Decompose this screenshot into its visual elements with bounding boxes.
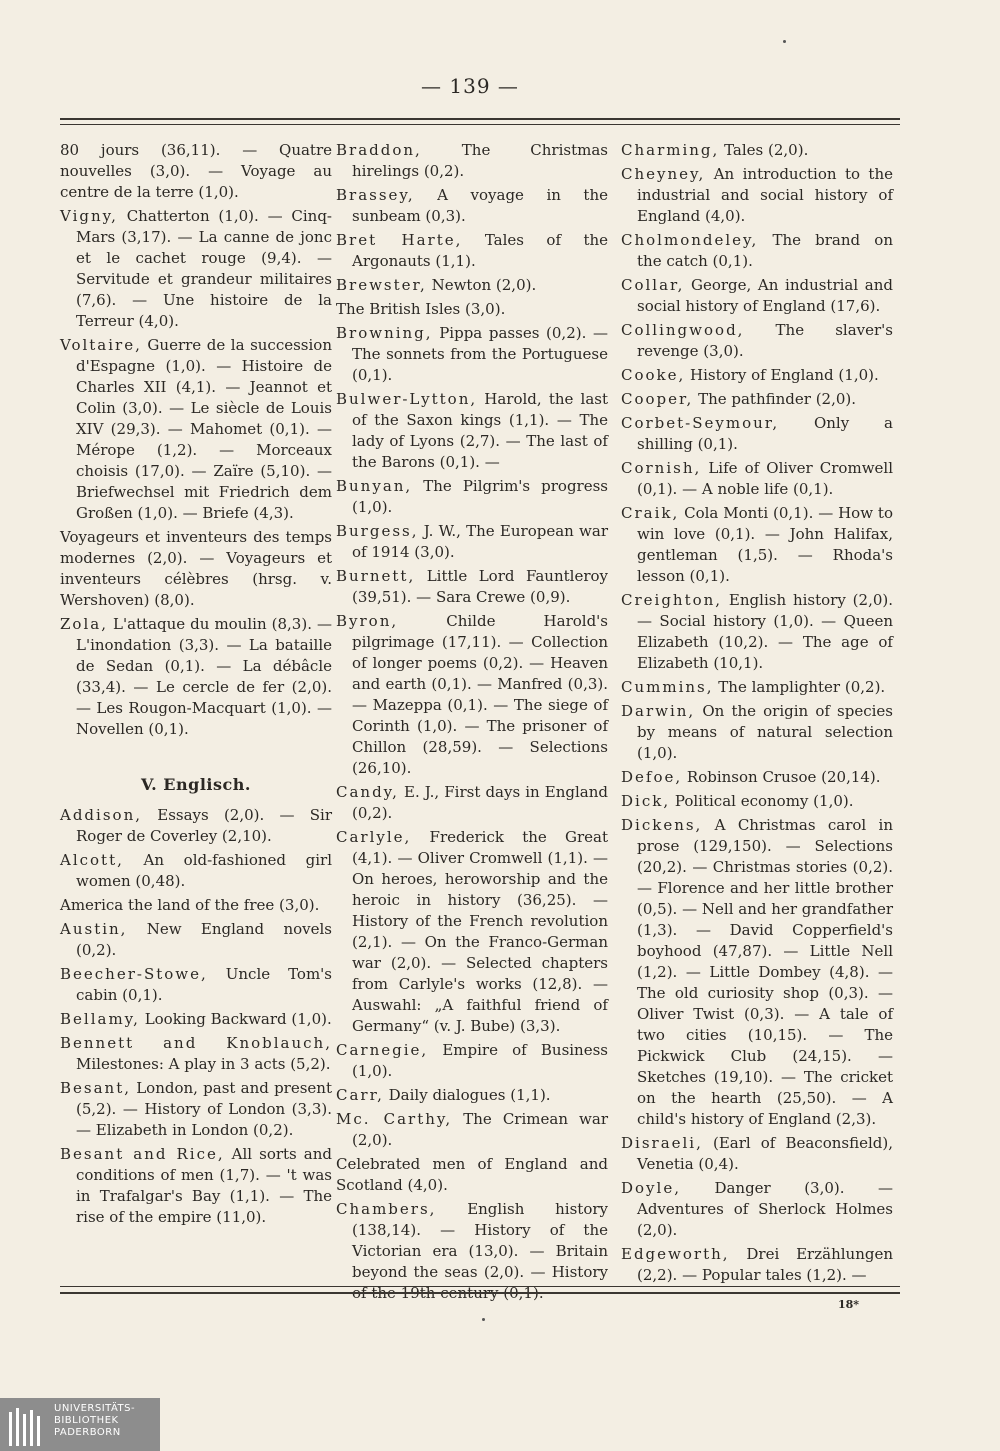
entry-text: Guerre de la succession d'Espagne (1,0). — Histoire de Charles XII (4,1). — Jeannot et Colin (3,0). — Le siècle de Louis XIV (29,3). — Mahomet (0,1). — Mérope (1,2). — Morceaux choisis (17,0). — Zaïre (5,10). — Briefwechsel mit Friedrich dem Großen (1,0). — Briefe (4,3). [76, 336, 332, 522]
bibliography-entry [336, 299, 608, 320]
author-name: Collar, [621, 276, 685, 294]
author-name: Edgeworth, [621, 1245, 730, 1263]
column-3 [621, 140, 893, 1289]
entry-text: Pippa passes (0,2). — The sonnets from the Portuguese (0,1). [352, 324, 608, 384]
author-name: Cummins, [621, 678, 714, 696]
entry-text: An old-fashioned girl women (0,48). [76, 851, 332, 890]
bibliography-entry [60, 1009, 332, 1030]
header-rule [60, 118, 900, 120]
bibliography-entry [621, 791, 893, 812]
author-name: Alcott, [60, 851, 124, 869]
entry-text: Empire of Business (1,0). [352, 1041, 608, 1080]
author-name: Darwin, [621, 702, 696, 720]
author-name: Mc. Carthy, [336, 1110, 453, 1128]
entry-text: Milestones: A play in 3 acts (5,2). [76, 1055, 331, 1073]
entry-text: Harold, the last of the Saxon kings (1,1). — The lady of Lyons (2,7). — The last of the Barons (0,1). — [352, 390, 608, 471]
author-name: Cooke, [621, 366, 686, 384]
entry-text: The slaver's revenge (3,0). [637, 321, 893, 360]
entry-text: The brand on the catch (0,1). [637, 231, 893, 270]
author-name: Cheyney, [621, 165, 706, 183]
entry-text: Tales (2,0). [719, 141, 809, 159]
column-2 [336, 140, 608, 1307]
entry-text: English history (2,0). — Social history (1,0). — Queen Elizabeth (10,2). — The age of Elizabeth (10,1). [637, 591, 893, 672]
bibliography-entry [621, 1133, 893, 1175]
author-name: Addison, [60, 806, 142, 824]
bibliography-entry [621, 164, 893, 227]
entry-text: J. W., The European war of 1914 (3,0). [352, 522, 608, 561]
author-name: Bunyan, [336, 477, 413, 495]
entry-text: Little Lord Fauntleroy (39,51). — Sara Crewe (0,9). [352, 567, 608, 606]
author-name: Voltaire, [60, 336, 142, 354]
author-name: Chambers, [336, 1200, 437, 1218]
bibliography-entry [621, 320, 893, 362]
author-name: Besant, [60, 1079, 131, 1097]
speck [482, 1318, 485, 1321]
entry-text: New England novels (0,2). [76, 920, 332, 959]
author-name: Defoe, [621, 768, 683, 786]
bibliography-entry [621, 140, 893, 161]
bibliography-entry [621, 458, 893, 500]
author-name: Cooper, [621, 390, 694, 408]
author-name: Disraeli, [621, 1134, 703, 1152]
bibliography-entry [621, 275, 893, 317]
bibliography-entry [336, 611, 608, 779]
signature-mark: 18* [838, 1298, 860, 1311]
bibliography-entry [621, 503, 893, 587]
author-name: Bulwer-Lytton, [336, 390, 478, 408]
bibliography-entry [621, 230, 893, 272]
entry-text: E. J., First days in England (0,2). [352, 783, 608, 822]
author-name: Brewster, [336, 276, 427, 294]
bibliography-entry [60, 1078, 332, 1141]
author-name: Candy, [336, 783, 399, 801]
author-name: Cholmondeley, [621, 231, 759, 249]
bibliography-entry [336, 1199, 608, 1304]
bibliography-entry [336, 827, 608, 1037]
library-name-line-1: UNIVERSITÄTS- [54, 1403, 136, 1414]
column-3-entries [621, 140, 893, 1286]
author-name: Browning, [336, 324, 433, 342]
bibliography-entry [60, 919, 332, 961]
bibliography-entry [336, 389, 608, 473]
author-name: Creighton, [621, 591, 723, 609]
author-name: Burnett, [336, 567, 416, 585]
author-name: Bret Harte, [336, 231, 463, 249]
entry-text: London, past and present (5,2). — History of London (3,3). — Elizabeth in London (0,2). [76, 1079, 332, 1139]
bibliography-entry [621, 767, 893, 788]
column-1-entries-french [60, 140, 332, 740]
author-name: Austin, [60, 920, 128, 938]
entry-text: Robinson Crusoe (20,14). [682, 768, 881, 786]
author-name: Zola, [60, 615, 108, 633]
entry-text: Frederick the Great (4,1). — Oliver Cromwell (1,1). — On heroes, heroworship and the heroic in history (36,25). — History of the French revolution (2,1). — On the Franco-German war (2,0). — Selected chapters from Carlyle's works (12,8). — Auswahl: „A faithful friend of Germany“ (v. J. Bube) (3,3). [352, 828, 608, 1035]
entry-text: America the land of the free (3,0). [60, 896, 320, 914]
section-heading: V. Englisch. [141, 775, 251, 794]
author-name: Corbet-Seymour, [621, 414, 780, 432]
bibliography-entry [60, 335, 332, 524]
entry-text: A Christmas carol in prose (129,150). — Selections (20,2). — Christmas stories (0,2). — Florence and her little brother (0,5). — Nell and her grandfather (1,3). — David Copperfield's boyhood (47,87). — Little Nell (1,2). — Little Dombey (4,8). — The old curiosity shop (0,3). — Oliver Twist (0,3). — A tale of two cities (10,15). — The Pickwick Club (24,15). — Sketches (19,10). — The cricket on the hearth (25,50). — A child's history of England (2,3). [637, 816, 893, 1128]
entry-text: Childe Harold's pilgrimage (17,11). — Collection of longer poems (0,2). — Heaven and earth (0,1). — Manfred (0,3). — Mazeppa (0,1). — The siege of Corinth (1,0). — The prisoner of Chillon (28,59). — Selections (26,10). [352, 612, 608, 777]
library-logo [0, 1398, 160, 1451]
footer-rule [60, 1292, 900, 1294]
library-name-line-2: BIBLIOTHEK [54, 1415, 119, 1426]
bibliography-entry [621, 590, 893, 674]
bibliography-entry [336, 140, 608, 182]
column-1-entries-english [60, 805, 332, 1228]
author-name: Brassey, [336, 186, 415, 204]
entry-text: Tales of the Argonauts (1,1). [352, 231, 609, 270]
bibliography-entry [60, 964, 332, 1006]
author-name: Bennett and Knoblauch, [60, 1034, 332, 1052]
entry-text: On the origin of species by means of natural selection (1,0). [637, 702, 893, 762]
bibliography-entry [336, 1154, 608, 1196]
author-name: Dickens, [621, 816, 703, 834]
author-name: Braddon, [336, 141, 422, 159]
entry-text: The pathfinder (2,0). [693, 390, 857, 408]
entry-text: Cola Monti (0,1). — How to win love (0,1). — John Halifax, gentleman (1,5). — Rhoda's lesson (0,1). [637, 504, 893, 585]
author-name: Collingwood, [621, 321, 745, 339]
speck [783, 40, 786, 43]
bibliography-entry [621, 389, 893, 410]
entry-text: Looking Backward (1,0). [139, 1010, 332, 1028]
bibliography-entry [60, 1033, 332, 1075]
bibliography-entry [621, 677, 893, 698]
entry-text: Daily dialogues (1,1). [383, 1086, 551, 1104]
entry-text: Uncle Tom's cabin (0,1). [76, 965, 332, 1004]
bibliography-entry [336, 185, 608, 227]
bibliography-entry [621, 701, 893, 764]
library-logo-text [54, 1403, 135, 1439]
entry-text: (Earl of Beaconsfield), Venetia (0,4). [637, 1134, 893, 1173]
author-name: Bellamy, [60, 1010, 140, 1028]
entry-text: English history (138,14). — History of the Victorian era (13,0). — Britain beyond the seas (2,0). — History of the 19th century (0,1). [352, 1200, 608, 1302]
bibliography-entry [621, 1178, 893, 1241]
entry-text: Political economy (1,0). [670, 792, 854, 810]
entry-text: Essays (2,0). — Sir Roger de Coverley (2,10). [76, 806, 332, 845]
bibliography-entry [336, 1085, 608, 1106]
author-name: Carnegie, [336, 1041, 429, 1059]
entry-text: George, An industrial and social history of England (17,6). [637, 276, 893, 315]
bibliography-entry [621, 365, 893, 386]
column-1 [60, 140, 332, 1231]
author-name: Byron, [336, 612, 399, 630]
entry-text: History of England (1,0). [685, 366, 879, 384]
bibliography-entry [336, 1109, 608, 1151]
bibliography-entry [60, 850, 332, 892]
entry-text: An introduction to the industrial and social history of England (4,0). [637, 165, 893, 225]
entry-text: The Pilgrim's progress (1,0). [352, 477, 608, 516]
bibliography-entry [60, 805, 332, 847]
author-name: Cornish, [621, 459, 702, 477]
entry-text: Chatterton (1,0). — Cinq-Mars (3,17). — La canne de jonc et le cachet rouge (9,4). — Servitude et grandeur militaires (7,6). — Une histoire de la Terreur (4,0). [76, 207, 332, 330]
author-name: Craik, [621, 504, 680, 522]
entry-text: The lamplighter (0,2). [713, 678, 886, 696]
entry-text: Newton (2,0). [426, 276, 537, 294]
entry-text: The Crimean war (2,0). [352, 1110, 609, 1149]
bibliography-entry [621, 1244, 893, 1286]
entry-text: The Christmas hirelings (0,2). [352, 141, 608, 180]
bibliography-entry [60, 895, 332, 916]
bibliography-entry [336, 230, 608, 272]
entry-text: Voyageurs et inventeurs des temps modernes (2,0). — Voyageurs et inventeurs célèbres (hrsg. v. Wershoven) (8,0). [60, 528, 332, 609]
author-name: Vigny, [60, 207, 118, 225]
bibliography-entry [60, 140, 332, 203]
bibliography-entry [621, 413, 893, 455]
bibliography-entry [60, 206, 332, 332]
entry-text: Drei Erzählungen (2,2). — Popular tales (1,2). — [637, 1245, 893, 1284]
bibliography-entry [60, 614, 332, 740]
entry-text: A voyage in the sunbeam (0,3). [352, 186, 608, 225]
entry-text: Danger (3,0). — Adventures of Sherlock Holmes (2,0). [637, 1179, 893, 1239]
author-name: Carlyle, [336, 828, 412, 846]
library-name-line-3: PADERBORN [54, 1427, 121, 1438]
entry-text: 80 jours (36,11). — Quatre nouvelles (3,0). — Voyage au centre de la terre (1,0). [60, 141, 332, 201]
page-number: — 139 — [421, 74, 519, 98]
entry-text: Celebrated men of England and Scotland (4,0). [336, 1155, 608, 1194]
entry-text: All sorts and conditions of men (1,7). — 't was in Trafalgar's Bay (1,1). — The rise of the empire (11,0). [76, 1145, 332, 1226]
library-logo-icon [7, 1408, 47, 1446]
author-name: Dick, [621, 792, 671, 810]
footer-rule-thin [60, 1286, 900, 1287]
entry-text: Only a shilling (0,1). [637, 414, 893, 453]
author-name: Carr, [336, 1086, 384, 1104]
entry-text: L'attaque du moulin (8,3). — L'inondation (3,3). — La bataille de Sedan (0,1). — La débâcle (33,4). — Le cercle de fer (2,0). — Les Rougon-Macquart (1,0). — Novellen (0,1). [76, 615, 332, 738]
entry-text: The British Isles (3,0). [336, 300, 506, 318]
bibliography-entry [336, 1040, 608, 1082]
author-name: Burgess, [336, 522, 419, 540]
author-name: Besant and Rice, [60, 1145, 225, 1163]
header-rule-thin [60, 124, 900, 125]
bibliography-entry [336, 476, 608, 518]
entry-text: Life of Oliver Cromwell (0,1). — A noble life (0,1). [637, 459, 893, 498]
bibliography-entry [336, 566, 608, 608]
author-name: Charming, [621, 141, 720, 159]
bibliography-entry [336, 323, 608, 386]
bibliography-entry [336, 782, 608, 824]
bibliography-entry [336, 521, 608, 563]
bibliography-entry [336, 275, 608, 296]
author-name: Beecher-Stowe, [60, 965, 208, 983]
bibliography-entry [621, 815, 893, 1130]
bibliography-entry [60, 527, 332, 611]
column-2-entries [336, 140, 608, 1304]
author-name: Doyle, [621, 1179, 681, 1197]
bibliography-entry [60, 1144, 332, 1228]
